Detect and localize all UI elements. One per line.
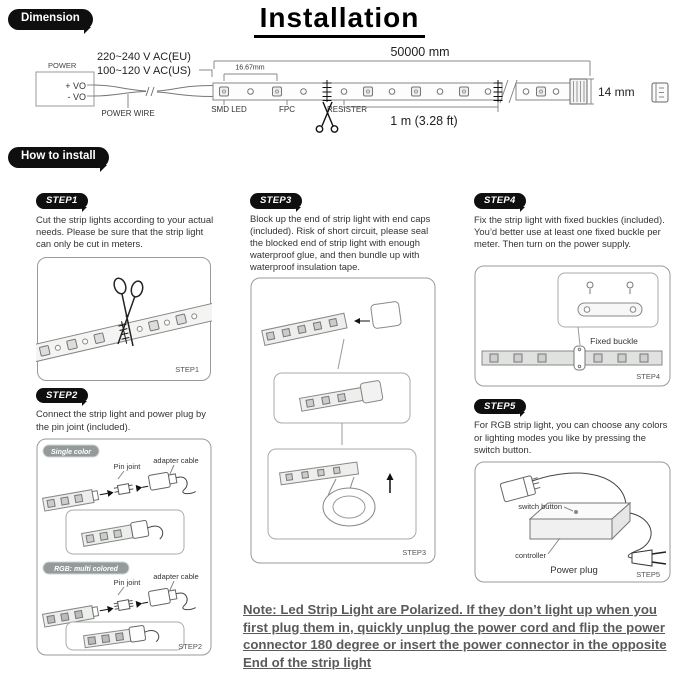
- column-left: [36, 190, 214, 656]
- switch-button-dot: [574, 510, 578, 514]
- power-label: POWER: [48, 61, 77, 70]
- step5-figure: [474, 461, 671, 583]
- how-to-install-label: How to install: [21, 150, 96, 162]
- step4-badge: [474, 193, 526, 209]
- step1-figure-label: STEP1: [175, 364, 199, 374]
- step2-figure-label: STEP2: [178, 642, 202, 652]
- adapter-cable-label: adapter cable: [153, 456, 199, 466]
- plus-vo-label: + VO: [65, 81, 86, 91]
- step3-figure-label: STEP3: [402, 547, 426, 557]
- power-box: [36, 61, 94, 106]
- adapter-plug: [148, 472, 170, 490]
- step2-figure: [36, 438, 212, 656]
- step2-text: Connect the strip light and power plug by the pin joint (included).: [36, 408, 206, 432]
- total-length-dimension: [214, 45, 590, 76]
- tape-roll: [323, 488, 375, 526]
- step1-figure: [36, 256, 212, 382]
- pin-joint-label: Pin joint: [113, 462, 141, 472]
- step5-badge-label: STEP5: [484, 400, 516, 412]
- pin-joint-connector-rgb: [117, 600, 129, 611]
- column-right: [474, 190, 674, 583]
- how-to-install-badge: [8, 147, 109, 168]
- power-plug-label: Power plug: [550, 565, 598, 577]
- voltage-eu-label: 220~240 V AC(EU): [97, 51, 191, 63]
- dimension-badge-label: Dimension: [21, 12, 80, 24]
- voltage-leader-line: [199, 70, 212, 77]
- fpc-label: FPC: [279, 105, 295, 114]
- fixed-buckle-part: [578, 303, 642, 316]
- resister-label: RESISTER: [326, 105, 368, 114]
- adapter-cable-label-2: adapter cable: [153, 572, 199, 582]
- step5-figure-label: STEP5: [636, 570, 660, 580]
- page-title: Installation: [254, 2, 426, 38]
- polarity-note: Note: Led Strip Light are Polarized. If they don’t light up when you first plug them in, quickly unplug the power cord and flip the power connector 180 degree or insert the power connector in the opposite End of the strip light: [243, 602, 667, 670]
- pitch-label: 16.67mm: [235, 64, 265, 72]
- step3-badge-label: STEP3: [260, 195, 292, 206]
- single-color-label: Single color: [50, 449, 92, 457]
- adapter-plug-rgb: [148, 588, 170, 606]
- step1-text: Cut the strip lights according to your actual needs. Please be sure that the strip light can only be cut in meters.: [36, 213, 214, 250]
- smd-led-label: SMD LED: [211, 105, 247, 114]
- pin-joint-label-2: Pin joint: [113, 578, 141, 588]
- strip-width-dimension: [588, 79, 635, 104]
- pitch-dimension: [224, 65, 277, 82]
- power-wire-label: POWER WIRE: [101, 109, 155, 118]
- buckle-on-strip: [574, 346, 585, 370]
- controller-label: controller: [515, 551, 546, 561]
- step1-badge: [36, 193, 88, 209]
- strip-width-label: 14 mm: [598, 85, 635, 99]
- title-wrap: [0, 2, 679, 38]
- step3-text: Block up the end of strip light with end caps (included). Risk of short circuit, please seal the blocked end of strip light with enough waterproof glue, and then bundle up with waterproof insulation tape.: [250, 212, 431, 272]
- step2-badge: [36, 388, 88, 404]
- voltage-us-label: 100~120 V AC(US): [97, 65, 191, 77]
- minus-vo-label: - VO: [67, 92, 86, 102]
- step4-figure-label: STEP4: [636, 371, 660, 381]
- switch-button-label: switch button: [518, 502, 562, 512]
- end-cap: [370, 301, 401, 329]
- rgb-label: RGB: multi colored: [54, 566, 118, 574]
- column-middle: [250, 190, 442, 564]
- step5-text: For RGB strip light, you can choose any colors or lighting modes you like by pressing the switch button.: [474, 419, 668, 456]
- cut-length-label: 1 m (3.28 ft): [390, 114, 458, 128]
- end-cap-piece: [652, 83, 668, 102]
- step4-figure: [474, 265, 671, 387]
- power-wire: [94, 85, 213, 97]
- step4-badge-label: STEP4: [484, 195, 516, 206]
- step3-badge: [250, 193, 302, 209]
- step2-badge-label: STEP2: [46, 389, 78, 401]
- fixed-buckle-label: Fixed buckle: [590, 335, 638, 346]
- dimension-diagram: [0, 44, 679, 140]
- step1-badge-label: STEP1: [46, 195, 78, 206]
- strip-break-marks: [500, 80, 517, 103]
- buckle-callout: [558, 273, 658, 327]
- step5-badge: [474, 399, 526, 415]
- pin-joint-connector: [117, 484, 129, 495]
- step3-figure: [250, 277, 436, 564]
- total-length-label: 50000 mm: [390, 45, 450, 59]
- step4-text: Fix the strip light with fixed buckles (included). You’d better use at least one fixed buckle per meter. Then turn on the power supply.: [474, 213, 665, 250]
